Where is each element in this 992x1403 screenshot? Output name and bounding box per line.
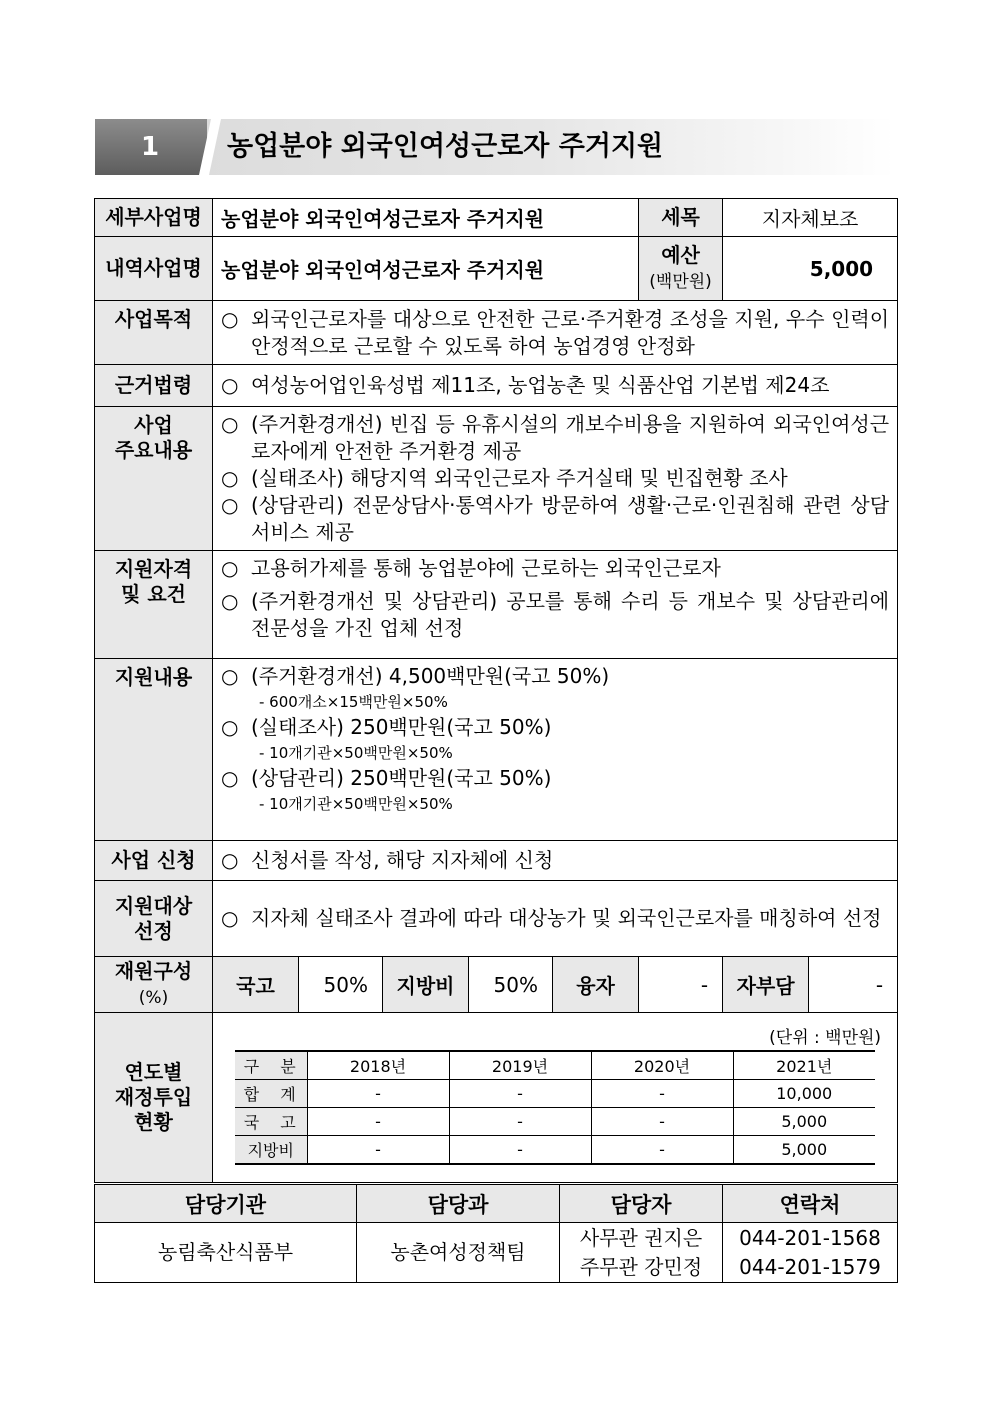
yearly-header-cell: 2018년 xyxy=(307,1051,449,1080)
support-text: (주거환경개선) 4,500백만원(국고 50%) xyxy=(251,664,610,688)
label-sub-project: 내역사업명 xyxy=(95,237,213,301)
section-header xyxy=(95,119,895,175)
circle-bullet: ○ xyxy=(221,848,239,872)
funding-local-label: 지방비 xyxy=(383,957,469,1013)
yearly-header-cell: 2020년 xyxy=(591,1051,733,1080)
law-content xyxy=(213,365,898,407)
main-content-item xyxy=(221,492,889,546)
budget-unit: (백만원) xyxy=(649,271,712,292)
contact-person: 사무관 권지은 xyxy=(579,1225,703,1250)
yearly-header-row xyxy=(235,1051,875,1080)
circle-bullet: ○ xyxy=(221,466,239,490)
eligibility-text: (주거환경개선 및 상담관리) 공모를 통해 수리 등 개보수 및 상담관리에 전문성을 가진 업체 선정 xyxy=(251,589,890,640)
label-line: 및 요건 xyxy=(121,582,186,606)
label-support: 지원내용 xyxy=(95,659,213,841)
funding-self-label: 자부담 xyxy=(723,957,809,1013)
label-selection xyxy=(95,881,213,957)
yearly-cell: - xyxy=(449,1136,591,1165)
label-funding xyxy=(95,957,213,1013)
section-title: 농업분야 외국인여성근로자 주거지원 xyxy=(227,131,664,162)
row-support xyxy=(95,659,898,841)
yearly-table xyxy=(235,1050,875,1165)
circle-bullet: ○ xyxy=(221,906,239,930)
application-text: 신청서를 작성, 해당 지자체에 신청 xyxy=(251,848,554,872)
circle-bullet: ○ xyxy=(221,715,239,739)
support-sub: - 10개기관×50백만원×50% xyxy=(259,795,453,813)
label-line: 재원구성 xyxy=(114,958,193,983)
contact-department: 농촌여성정책팀 xyxy=(357,1223,560,1283)
funding-self-value: - xyxy=(809,957,898,1013)
purpose-item xyxy=(221,306,889,360)
circle-bullet: ○ xyxy=(221,589,239,613)
contact-persons xyxy=(560,1223,723,1283)
row-law xyxy=(95,365,898,407)
contact-header-row xyxy=(95,1185,898,1223)
label-line: 재정투입 xyxy=(114,1085,193,1109)
funding-unit: (%) xyxy=(138,987,169,1008)
funding-national-value: 50% xyxy=(299,957,383,1013)
contact-phone: 044-201-1568 xyxy=(739,1225,881,1250)
law-text: 여성농어업인육성법 제11조, 농업농촌 및 식품산업 기본법 제24조 xyxy=(251,373,830,397)
yearly-cell: - xyxy=(591,1080,733,1108)
label-line: 지원자격 xyxy=(114,557,193,581)
funding-loan-label: 융자 xyxy=(553,957,639,1013)
main-content-text: (실태조사) 해당지역 외국인근로자 주거실태 및 빈집현황 조사 xyxy=(251,466,788,490)
main-content-list xyxy=(213,407,898,551)
label-yearly xyxy=(95,1013,213,1183)
main-content-item xyxy=(221,411,889,465)
contact-agency: 농림축산식품부 xyxy=(95,1223,357,1283)
row-main-content xyxy=(95,407,898,551)
section-number: 1 xyxy=(95,119,207,175)
support-sub: - 600개소×15백만원×50% xyxy=(259,693,448,711)
support-text: (상담관리) 250백만원(국고 50%) xyxy=(251,766,552,790)
main-content-text: (상담관리) 전문상담사·통역사가 방문하여 생활·근로·인권침해 관련 상담서비스 제공 xyxy=(251,493,890,544)
yearly-row-local xyxy=(235,1136,875,1165)
contact-header-agency: 담당기관 xyxy=(95,1185,357,1223)
support-item xyxy=(221,714,889,741)
yearly-header-cell: 2021년 xyxy=(733,1051,875,1080)
yearly-cell: - xyxy=(449,1080,591,1108)
yearly-cell: - xyxy=(591,1108,733,1136)
row-selection xyxy=(95,881,898,957)
label-item: 세목 xyxy=(639,199,723,237)
contact-header-phone: 연락처 xyxy=(723,1185,898,1223)
label-line: 사업 xyxy=(134,413,173,437)
main-content-text: (주거환경개선) 빈집 등 유휴시설의 개보수비용을 지원하여 외국인여성근로자에게 안전한 주거환경 제공 xyxy=(251,412,890,463)
eligibility-text: 고용허가제를 통해 농업분야에 근로하는 외국인근로자 xyxy=(251,556,721,580)
selection-text: 지자체 실태조사 결과에 따라 대상농가 및 외국인근로자를 매칭하여 선정 xyxy=(251,906,882,930)
row-eligibility xyxy=(95,551,898,659)
support-sub: - 10개기관×50백만원×50% xyxy=(259,744,453,762)
circle-bullet: ○ xyxy=(221,306,239,331)
circle-bullet: ○ xyxy=(221,556,239,580)
yearly-row-label: 지방비 xyxy=(235,1136,307,1165)
contact-header-department: 담당과 xyxy=(357,1185,560,1223)
eligibility-list xyxy=(213,551,898,659)
yearly-row-label: 국 고 xyxy=(235,1108,307,1136)
application-item xyxy=(221,847,889,874)
eligibility-item xyxy=(221,555,889,582)
support-item xyxy=(221,663,889,690)
funding-national-label: 국고 xyxy=(213,957,299,1013)
contact-phone: 044-201-1579 xyxy=(739,1254,881,1279)
yearly-header-cell: 구 분 xyxy=(235,1051,307,1080)
budget-label-text: 예산 xyxy=(661,242,700,267)
label-eligibility xyxy=(95,551,213,659)
detail-project-name: 농업분야 외국인여성근로자 주거지원 xyxy=(213,199,639,237)
label-line: 선정 xyxy=(134,918,173,943)
label-application: 사업 신청 xyxy=(95,841,213,881)
yearly-row-label: 합 계 xyxy=(235,1080,307,1108)
label-law: 근거법령 xyxy=(95,365,213,407)
sub-project-name: 농업분야 외국인여성근로자 주거지원 xyxy=(213,237,639,301)
purpose-text: 외국인근로자를 대상으로 안전한 근로·주거환경 조성을 지원, 우수 인력이 안정적으로 근로할 수 있도록 하여 농업경영 안정화 xyxy=(251,306,890,358)
slash-divider-icon xyxy=(191,119,221,175)
eligibility-item xyxy=(221,588,889,642)
support-list xyxy=(213,659,898,841)
yearly-content xyxy=(213,1013,898,1183)
contact-phones xyxy=(723,1223,898,1283)
funding-local-value: 50% xyxy=(469,957,553,1013)
contact-person: 주무관 강민정 xyxy=(579,1254,703,1279)
law-item xyxy=(221,372,889,399)
selection-content xyxy=(213,881,898,957)
application-content xyxy=(213,841,898,881)
funding-loan-value: - xyxy=(639,957,723,1013)
row-sub-project xyxy=(95,237,898,301)
row-yearly xyxy=(95,1013,898,1183)
yearly-cell: - xyxy=(307,1136,449,1165)
yearly-cell: - xyxy=(449,1108,591,1136)
yearly-cell: 5,000 xyxy=(733,1136,875,1165)
purpose-content xyxy=(213,301,898,365)
main-content-item xyxy=(221,465,889,492)
contact-row xyxy=(95,1223,898,1283)
label-line: 연도별 xyxy=(124,1060,183,1084)
label-detail-project: 세부사업명 xyxy=(95,199,213,237)
row-detail-project xyxy=(95,199,898,237)
label-main-content xyxy=(95,407,213,551)
circle-bullet: ○ xyxy=(221,664,239,688)
yearly-cell: - xyxy=(307,1108,449,1136)
row-funding xyxy=(95,957,898,1013)
yearly-cell: 5,000 xyxy=(733,1108,875,1136)
row-purpose xyxy=(95,301,898,365)
label-purpose: 사업목적 xyxy=(95,301,213,365)
yearly-row-total xyxy=(235,1080,875,1108)
label-line: 지원대상 xyxy=(114,893,193,918)
label-budget xyxy=(639,237,723,301)
yearly-header-cell: 2019년 xyxy=(449,1051,591,1080)
item-value: 지자체보조 xyxy=(723,199,898,237)
budget-value: 5,000 xyxy=(723,237,898,301)
yearly-cell: - xyxy=(591,1136,733,1165)
label-line: 주요내용 xyxy=(114,438,193,462)
yearly-cell: 10,000 xyxy=(733,1080,875,1108)
label-line: 현황 xyxy=(134,1110,173,1134)
circle-bullet: ○ xyxy=(221,493,239,517)
support-text: (실태조사) 250백만원(국고 50%) xyxy=(251,715,552,739)
support-item xyxy=(221,765,889,792)
contact-header-person: 담당자 xyxy=(560,1185,723,1223)
circle-bullet: ○ xyxy=(221,373,239,397)
yearly-unit: (단위 : 백만원) xyxy=(769,1028,882,1048)
circle-bullet: ○ xyxy=(221,412,239,436)
selection-item xyxy=(221,905,889,932)
circle-bullet: ○ xyxy=(221,766,239,790)
project-info-table xyxy=(94,198,898,1183)
yearly-cell: - xyxy=(307,1080,449,1108)
contact-table xyxy=(94,1184,898,1283)
row-application xyxy=(95,841,898,881)
yearly-row-national xyxy=(235,1108,875,1136)
